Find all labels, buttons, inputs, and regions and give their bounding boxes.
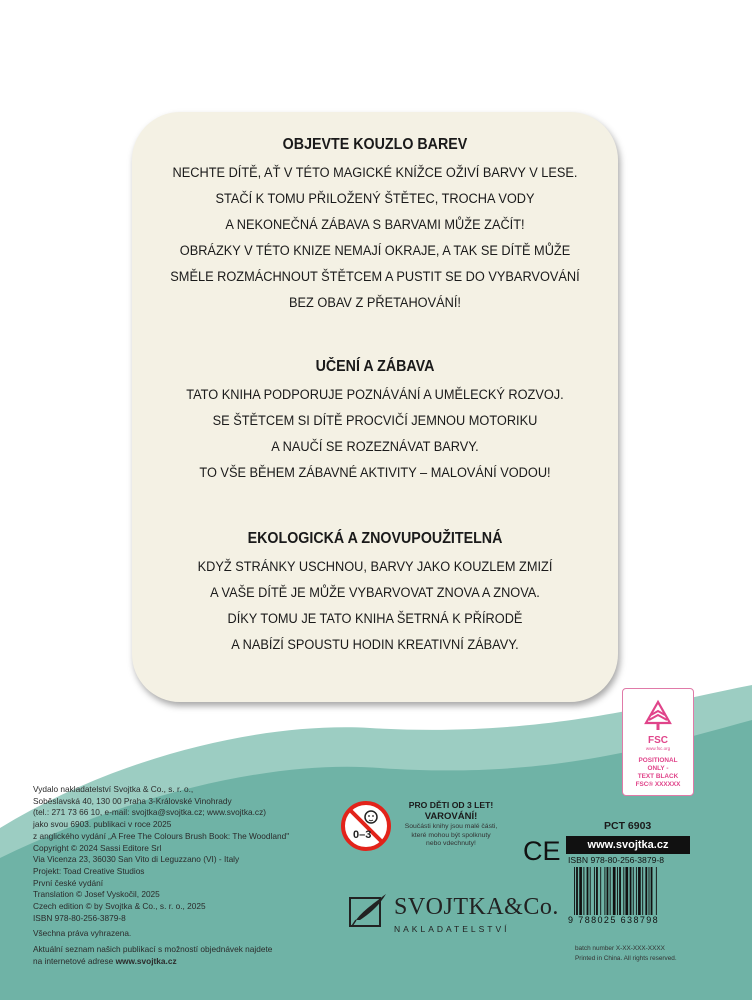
barcode-bar [630, 867, 632, 915]
fsc-note-line: ONLY - [647, 765, 669, 772]
section-line: STAČÍ K TOMU PŘILOŽENÝ ŠTĚTEC, TROCHA VODY [215, 191, 535, 207]
barcode-bar [613, 867, 616, 915]
barcode-bar [645, 867, 647, 915]
fsc-url: www.fsc.org [645, 746, 671, 751]
barcode-bar [649, 867, 650, 915]
imprint-line: První české vydání [33, 877, 104, 888]
barcode-number: 9 788025 638798 [568, 915, 660, 925]
info-panel [132, 112, 618, 702]
fsc-note-line: TEXT BLACK [637, 773, 679, 780]
barcode-bar [587, 867, 589, 915]
age-warning-title: PRO DĚTI OD 3 LET! [408, 800, 494, 810]
barcode-bar [633, 867, 634, 915]
website-banner: www.svojtka.cz [566, 836, 690, 854]
section-line: DÍKY TOMU JE TATO KNIHA ŠETRNÁ K PŘÍRODĚ [227, 611, 523, 627]
warning-detail: které mohou být spolknuty [411, 831, 491, 839]
imprint-line: z anglického vydání „A Free The Colours Brush Book: The Woodland" [33, 830, 290, 841]
imprint-line: Copyright © 2024 Sassi Editore Srl [33, 842, 162, 853]
imprint-line: Vydalo nakladatelství Svojtka & Co., s. r. o., [33, 784, 194, 794]
barcode-bar [596, 867, 598, 915]
publisher-logo [346, 884, 559, 940]
barcode-bar [617, 867, 618, 915]
section-line: TO VŠE BĚHEM ZÁBAVNÉ AKTIVITY – MALOVÁNÍ VODOU! [199, 465, 551, 481]
barcode-bar [625, 867, 628, 915]
section-line: A NAUČÍ SE ROZEZNÁVAT BARVY. [271, 439, 479, 455]
warning-label: VAROVÁNÍ! [424, 811, 478, 822]
barcode-bar [607, 867, 609, 915]
age-range-text: 0–3 [353, 829, 372, 841]
imprint [33, 784, 333, 968]
barcode-bar [651, 867, 653, 915]
imprint-line: jako svou 6903. publikaci v roce 2025 [33, 819, 172, 830]
section-line: BEZ OBAV Z PŘETAHOVÁNÍ! [289, 295, 461, 311]
section-learning-fun [132, 358, 618, 486]
section-line: A VAŠE DÍTĚ JE MŮŽE VYBARVOVAT ZNOVA A ZNOVA. [210, 585, 540, 601]
barcode-bar [636, 867, 637, 915]
barcode-bar [590, 867, 591, 915]
section-line: SE ŠTĚTCEM SI DÍTĚ PROCVIČÍ JEMNOU MOTORIKU [212, 413, 538, 429]
imprint-catalog [33, 956, 333, 968]
barcode-bar [579, 867, 582, 915]
section-colors-magic [132, 136, 618, 316]
barcode-icon [572, 867, 688, 915]
barcode-bar [610, 867, 611, 915]
imprint-line: Czech edition © by Svojtka & Co., s. r. o., 2025 [33, 901, 206, 912]
barcode-bar [576, 867, 578, 915]
section-title: OBJEVTE KOUZLO BAREV [282, 136, 468, 153]
imprint-line: (tel.: 271 73 66 10, e-mail: svojtka@svojtka.cz; www.svojtka.cz) [33, 807, 266, 818]
barcode-bar [600, 867, 601, 915]
fsc-note [623, 757, 693, 789]
imprint-catalog: Aktuální seznam našich publikací s možností objednávek najdete [33, 944, 273, 955]
imprint-line: Soběslavská 40, 130 00 Praha 3-Královské Vinohrady [33, 795, 232, 806]
barcode-bar [638, 867, 641, 915]
printed-in: Printed in China. All rights reserved. [575, 955, 677, 962]
section-ecological [132, 530, 618, 658]
section-title: EKOLOGICKÁ A ZNOVUPOUŽITELNÁ [247, 530, 503, 547]
section-line: SMĚLE ROZMÁCHNOUT ŠTĚTCEM A PUSTIT SE DO VYBARVOVÁNÍ [170, 269, 580, 285]
age-warning [396, 800, 506, 849]
barcode-bar [604, 867, 605, 915]
imprint-rights: Všechna práva vyhrazena. [33, 928, 132, 939]
barcode-bar [656, 867, 657, 915]
section-line: A NEKONEČNÁ ZÁBAVA S BARVAMI MŮŽE ZAČÍT! [225, 217, 525, 233]
product-code: PCT 6903 [604, 820, 652, 832]
imprint-line: Projekt: Toad Creative Studios [33, 865, 145, 876]
warning-detail: nebo vdechnuty! [426, 840, 476, 848]
publisher-subtitle: NAKLADATELSTVÍ [394, 924, 510, 934]
fsc-label [622, 688, 694, 796]
imprint-line: Translation © Josef Vyskočil, 2025 [33, 889, 160, 900]
fsc-name: FSC [648, 735, 668, 746]
batch-number: batch number X-XX-XXX-XXXX [575, 945, 665, 952]
barcode-bar [619, 867, 621, 915]
fsc-tree-icon [641, 699, 675, 733]
section-line: NECHTE DÍTĚ, AŤ V TÉTO MAGICKÉ KNÍŽCE OŽIVÍ BARVY V LESE. [172, 165, 578, 181]
section-line: KDYŽ STRÁNKY USCHNOU, BARVY JAKO KOUZLEM ZMIZÍ [197, 559, 553, 575]
fsc-note-line: POSITIONAL [638, 757, 678, 764]
barcode-bar [583, 867, 584, 915]
isbn-text: ISBN 978-80-256-3879-8 [568, 855, 665, 865]
imprint-line: ISBN 978-80-256-3879-8 [33, 912, 126, 923]
section-line: TATO KNIHA PODPORUJE POZNÁVÁNÍ A UMĚLECKÝ ROZVOJ. [186, 387, 564, 403]
section-line: OBRÁZKY V TÉTO KNIZE NEMAJÍ OKRAJE, A TAK SE DÍTĚ MŮŽE [179, 243, 571, 259]
section-line: A NABÍZÍ SPOUSTU HODIN KREATIVNÍ ZÁBAVY. [231, 637, 519, 653]
barcode-bar [642, 867, 643, 915]
ce-mark-icon [522, 836, 562, 864]
barcode-bar [574, 867, 575, 915]
batch-info [575, 944, 677, 964]
ce-mark-text: CE [523, 836, 561, 864]
barcode-bar [594, 867, 595, 915]
barcode-block [566, 836, 690, 934]
imprint-line: Via Vicenza 23, 36030 San Vito di Leguzzano (VI) - Italy [33, 854, 240, 865]
age-warning-icon [340, 800, 392, 852]
feather-logo-icon [346, 890, 390, 934]
imprint-website-link[interactable]: www.svojtka.cz [115, 955, 177, 966]
publisher-brand: SVOJTKA&Co. [394, 894, 559, 920]
section-title: UČENÍ A ZÁBAVA [315, 358, 435, 375]
warning-detail: Součásti knihy jsou malé části, [404, 823, 498, 830]
fsc-note-line: FSC® XXXXXX [635, 781, 681, 788]
imprint-catalog-prefix: na internetové adrese [33, 955, 116, 966]
barcode-bar [623, 867, 624, 915]
